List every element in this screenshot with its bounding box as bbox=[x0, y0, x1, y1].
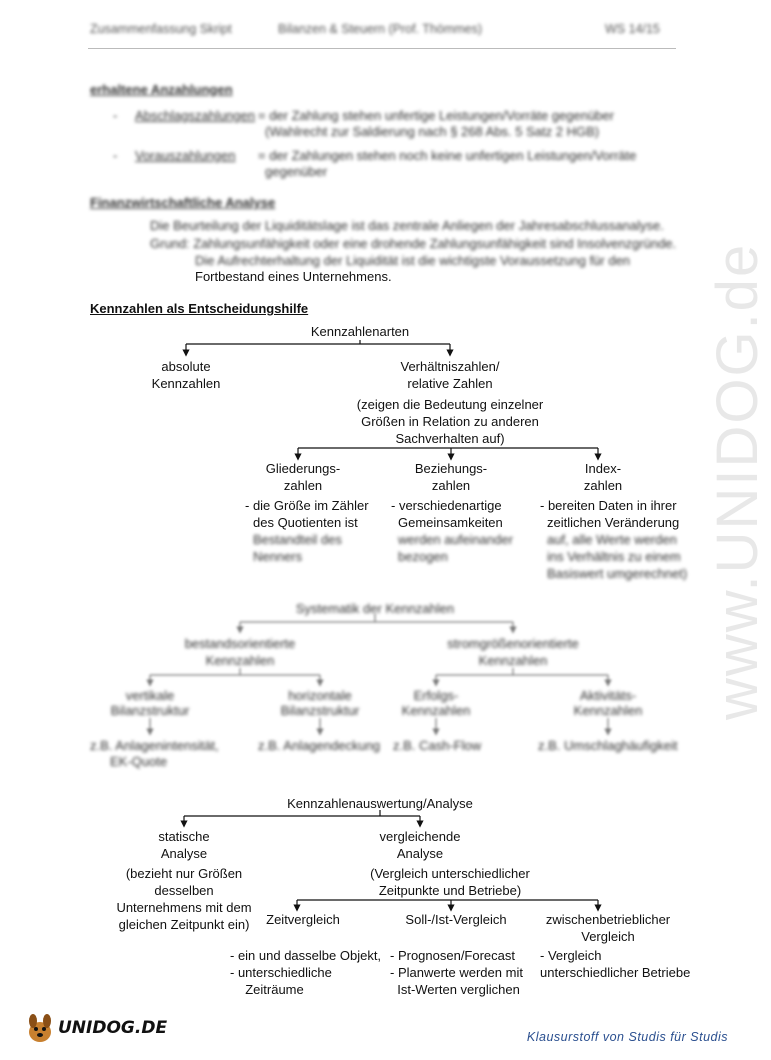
index-desc: zeitlichen Veränderung bbox=[547, 515, 680, 530]
node-soll-ist: Soll-/Ist-Vergleich bbox=[405, 912, 507, 927]
leaf-vertikal-ex2: EK-Quote bbox=[110, 754, 168, 769]
node-index-2: zahlen bbox=[583, 478, 623, 493]
zeitvergleich-desc: - unterschiedliche bbox=[230, 965, 332, 980]
soll-ist-desc: - Planwerte werden mit bbox=[390, 965, 523, 980]
gliederung-desc: Nenners bbox=[253, 549, 303, 564]
section2-line: Grund: Zahlungsunfähigkeit oder eine drohende Zahlungsunfähigkeit sind Insolvenzgründe. bbox=[150, 236, 677, 251]
bullet-dash: - bbox=[113, 148, 118, 163]
leaf-aktiv: Aktivitäts- bbox=[579, 688, 637, 703]
node-zeitvergleich: Zeitvergleich bbox=[266, 912, 340, 927]
beziehung-desc: bezogen bbox=[398, 549, 448, 564]
kennzahlenarten-root: Kennzahlenarten bbox=[310, 324, 410, 339]
node-relative: Verhältniszahlen/ bbox=[400, 359, 500, 374]
bullet1-term: Abschlagszahlungen bbox=[135, 108, 255, 123]
leaf-vertikal: vertikale bbox=[125, 688, 175, 703]
soll-ist-desc: Ist-Werten verglichen bbox=[390, 982, 520, 997]
dog-icon bbox=[26, 1012, 54, 1044]
zeitvergleich-desc: - ein und dasselbe Objekt, bbox=[230, 948, 382, 963]
node-zwischenbetrieblich: zwischenbetrieblicher bbox=[545, 912, 671, 927]
watermark: www.UNIDOG.de bbox=[705, 242, 770, 720]
leaf-erfolg-2: Kennzahlen bbox=[401, 703, 471, 718]
section3-title: Kennzahlen als Entscheidungshilfe bbox=[90, 301, 309, 316]
vergleichend-note: Zeitpunkte und Betriebe) bbox=[378, 883, 522, 898]
node-statisch-2: Analyse bbox=[160, 846, 208, 861]
beziehung-desc: werden aufeinander bbox=[398, 532, 513, 547]
section2-title: Finanzwirtschaftliche Analyse bbox=[90, 195, 276, 210]
bullet1-text2: (Wahlrecht zur Saldierung nach § 268 Abs. 5 Satz 2 HGB) bbox=[265, 124, 600, 139]
node-vergleichend-2: Analyse bbox=[396, 846, 444, 861]
bullet-dash: - bbox=[113, 108, 118, 123]
relative-note: Größen in Relation zu anderen bbox=[361, 414, 539, 429]
beziehung-desc: Gemeinsamkeiten bbox=[398, 515, 503, 530]
zeitvergleich-desc: Zeiträume bbox=[238, 982, 304, 997]
node-zwischenbetrieblich-2: Vergleich bbox=[581, 929, 635, 944]
gliederung-desc: - die Größe im Zähler bbox=[245, 498, 369, 513]
leaf-erfolg-ex: z.B. Cash-Flow bbox=[393, 738, 482, 753]
leaf-vertikal-2: Bilanzstruktur bbox=[110, 703, 190, 718]
beziehung-desc: - verschiedenartige bbox=[391, 498, 502, 513]
node-strom: stromgrößenorientierte bbox=[447, 636, 579, 651]
index-desc: - bereiten Daten in ihrer bbox=[540, 498, 677, 513]
relative-note: Sachverhalten auf) bbox=[395, 431, 505, 446]
section2-line: Die Beurteilung der Liquiditätslage ist das zentrale Anliegen der Jahresabschlussanalyse. bbox=[150, 218, 664, 233]
bullet2-text2: gegenüber bbox=[265, 164, 328, 179]
analyse-root: Kennzahlenauswertung/Analyse bbox=[287, 796, 473, 811]
node-index: Index- bbox=[584, 461, 622, 476]
node-absolute: absolute bbox=[161, 359, 211, 374]
systematik-root: Systematik der Kennzahlen bbox=[295, 601, 455, 616]
bullet2-text: = der Zahlungen stehen noch keine unfertigen Leistungen/Vorräte bbox=[258, 148, 637, 163]
section2-line: Die Aufrechterhaltung der Liquidität ist die wichtigste Voraussetzung für den bbox=[195, 253, 631, 268]
leaf-horizontal-ex: z.B. Anlagendeckung bbox=[258, 738, 381, 753]
section1-title: erhaltene Anzahlungen bbox=[90, 82, 233, 97]
statisch-note: Unternehmens mit dem bbox=[116, 900, 252, 915]
gliederung-desc: Bestandteil des bbox=[253, 532, 342, 547]
node-beziehung-2: zahlen bbox=[431, 478, 471, 493]
footer-tagline: Klausurstoff von Studis für Studis bbox=[526, 1030, 728, 1044]
index-desc: auf, alle Werte werden bbox=[547, 532, 677, 547]
node-absolute-2: Kennzahlen bbox=[151, 376, 221, 391]
logo-text: UNIDOG.DE bbox=[58, 1018, 168, 1038]
zwischen-desc: unterschiedlicher Betriebe bbox=[540, 965, 691, 980]
header-right: WS 14/15 bbox=[605, 22, 660, 36]
node-strom-2: Kennzahlen bbox=[478, 653, 548, 668]
node-bestand: bestandsorientierte bbox=[184, 636, 296, 651]
soll-ist-desc: - Prognosen/Forecast bbox=[390, 948, 516, 963]
leaf-aktiv-2: Kennzahlen bbox=[573, 703, 643, 718]
header-left: Zusammenfassung Skript bbox=[90, 22, 232, 36]
statisch-note: (bezieht nur Größen bbox=[125, 866, 243, 881]
node-bestand-2: Kennzahlen bbox=[205, 653, 275, 668]
header-center: Bilanzen & Steuern (Prof. Thömmes) bbox=[278, 22, 483, 36]
statisch-note: desselben bbox=[154, 883, 214, 898]
bullet2-term: Vorauszahlungen bbox=[135, 148, 236, 163]
statisch-note: gleichen Zeitpunkt ein) bbox=[118, 917, 250, 932]
node-relative-2: relative Zahlen bbox=[407, 376, 493, 391]
gliederung-desc: des Quotienten ist bbox=[253, 515, 358, 530]
unidog-logo bbox=[26, 1012, 167, 1044]
index-desc: Basiswert umgerechnet) bbox=[547, 566, 688, 581]
node-vergleichend: vergleichende bbox=[379, 829, 461, 844]
index-desc: ins Verhältnis zu einem bbox=[547, 549, 681, 564]
zwischen-desc: - Vergleich bbox=[540, 948, 602, 963]
leaf-vertikal-ex: z.B. Anlagenintensität, bbox=[90, 738, 219, 753]
node-statisch: statische bbox=[158, 829, 210, 844]
leaf-horizontal: horizontale bbox=[288, 688, 352, 703]
node-gliederung-2: zahlen bbox=[283, 478, 323, 493]
leaf-erfolg: Erfolgs- bbox=[413, 688, 459, 703]
leaf-aktiv-ex: z.B. Umschlaghäufigkeit bbox=[538, 738, 678, 753]
relative-note: (zeigen die Bedeutung einzelner bbox=[356, 397, 544, 412]
section2-line: Fortbestand eines Unternehmens. bbox=[195, 269, 392, 284]
bullet1-text: = der Zahlung stehen unfertige Leistungen/Vorräte gegenüber bbox=[258, 108, 614, 123]
node-beziehung: Beziehungs- bbox=[414, 461, 488, 476]
vergleichend-note: (Vergleich unterschiedlicher bbox=[370, 866, 530, 881]
node-gliederung: Gliederungs- bbox=[265, 461, 341, 476]
leaf-horizontal-2: Bilanzstruktur bbox=[280, 703, 360, 718]
